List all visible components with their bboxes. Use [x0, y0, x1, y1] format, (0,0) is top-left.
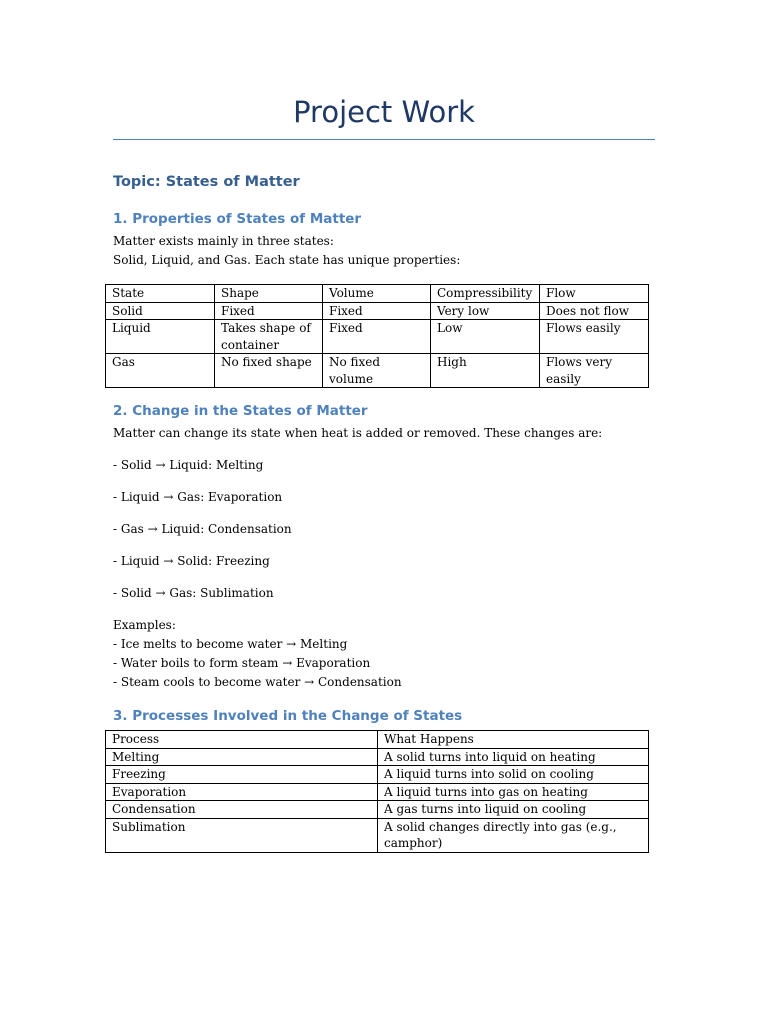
- table-cell: Solid: [106, 302, 215, 320]
- table-header-cell: Flow: [540, 285, 649, 303]
- table-cell: Fixed: [323, 302, 431, 320]
- table-header-row: [106, 285, 649, 303]
- table-cell: Flows easily: [540, 320, 649, 354]
- table-row: [106, 801, 649, 819]
- table-cell: A gas turns into liquid on cooling: [378, 801, 649, 819]
- topic-heading: Topic: States of Matter: [113, 174, 300, 190]
- table-cell: Gas: [106, 354, 215, 388]
- change-item: - Liquid → Solid: Freezing: [113, 554, 270, 568]
- table-cell: Low: [431, 320, 540, 354]
- table-cell: Does not flow: [540, 302, 649, 320]
- table-cell: Melting: [106, 748, 378, 766]
- processes-table: [105, 730, 649, 853]
- table-cell: Evaporation: [106, 783, 378, 801]
- example-item: - Water boils to form steam → Evaporation: [113, 656, 371, 670]
- table-cell: Condensation: [106, 801, 378, 819]
- table-row: [106, 818, 649, 852]
- section2-heading: 2. Change in the States of Matter: [113, 403, 368, 419]
- title-underline: [113, 139, 655, 140]
- table-cell: Liquid: [106, 320, 215, 354]
- table-row: [106, 748, 649, 766]
- table-cell: Fixed: [215, 302, 323, 320]
- table-cell: High: [431, 354, 540, 388]
- table-row: [106, 783, 649, 801]
- table-header-cell: Process: [106, 731, 378, 749]
- table-cell: A solid turns into liquid on heating: [378, 748, 649, 766]
- examples-label: Examples:: [113, 618, 176, 632]
- table-row: [106, 354, 649, 388]
- change-item: - Liquid → Gas: Evaporation: [113, 490, 283, 504]
- table-cell: A liquid turns into solid on cooling: [378, 766, 649, 784]
- change-item: - Solid → Liquid: Melting: [113, 458, 264, 472]
- section3-heading: 3. Processes Involved in the Change of States: [113, 708, 463, 724]
- section2-intro: Matter can change its state when heat is added or removed. These changes are:: [113, 426, 603, 440]
- table-header-cell: What Happens: [378, 731, 649, 749]
- table-cell: Fixed: [323, 320, 431, 354]
- table-header-row: [106, 731, 649, 749]
- table-cell: No fixed volume: [323, 354, 431, 388]
- table-cell: A liquid turns into gas on heating: [378, 783, 649, 801]
- document-title: Project Work: [293, 95, 475, 129]
- table-cell: Takes shape of container: [215, 320, 323, 354]
- table-header-cell: Shape: [215, 285, 323, 303]
- table-cell: A solid changes directly into gas (e.g., camphor): [378, 818, 649, 852]
- section1-intro-line1: Matter exists mainly in three states:: [113, 234, 334, 248]
- table-header-cell: Volume: [323, 285, 431, 303]
- table-row: [106, 766, 649, 784]
- table-row: [106, 302, 649, 320]
- table-cell: Flows very easily: [540, 354, 649, 388]
- table-header-cell: Compressibility: [431, 285, 540, 303]
- table-header-cell: State: [106, 285, 215, 303]
- table-cell: Very low: [431, 302, 540, 320]
- example-item: - Ice melts to become water → Melting: [113, 637, 348, 651]
- table-cell: Freezing: [106, 766, 378, 784]
- section1-heading: 1. Properties of States of Matter: [113, 211, 362, 227]
- change-item: - Solid → Gas: Sublimation: [113, 586, 274, 600]
- table-cell: No fixed shape: [215, 354, 323, 388]
- table-row: [106, 320, 649, 354]
- section1-intro-line2: Solid, Liquid, and Gas. Each state has unique properties:: [113, 253, 461, 267]
- states-properties-table: [105, 284, 649, 388]
- table-cell: Sublimation: [106, 818, 378, 852]
- example-item: - Steam cools to become water → Condensation: [113, 675, 402, 689]
- change-item: - Gas → Liquid: Condensation: [113, 522, 292, 536]
